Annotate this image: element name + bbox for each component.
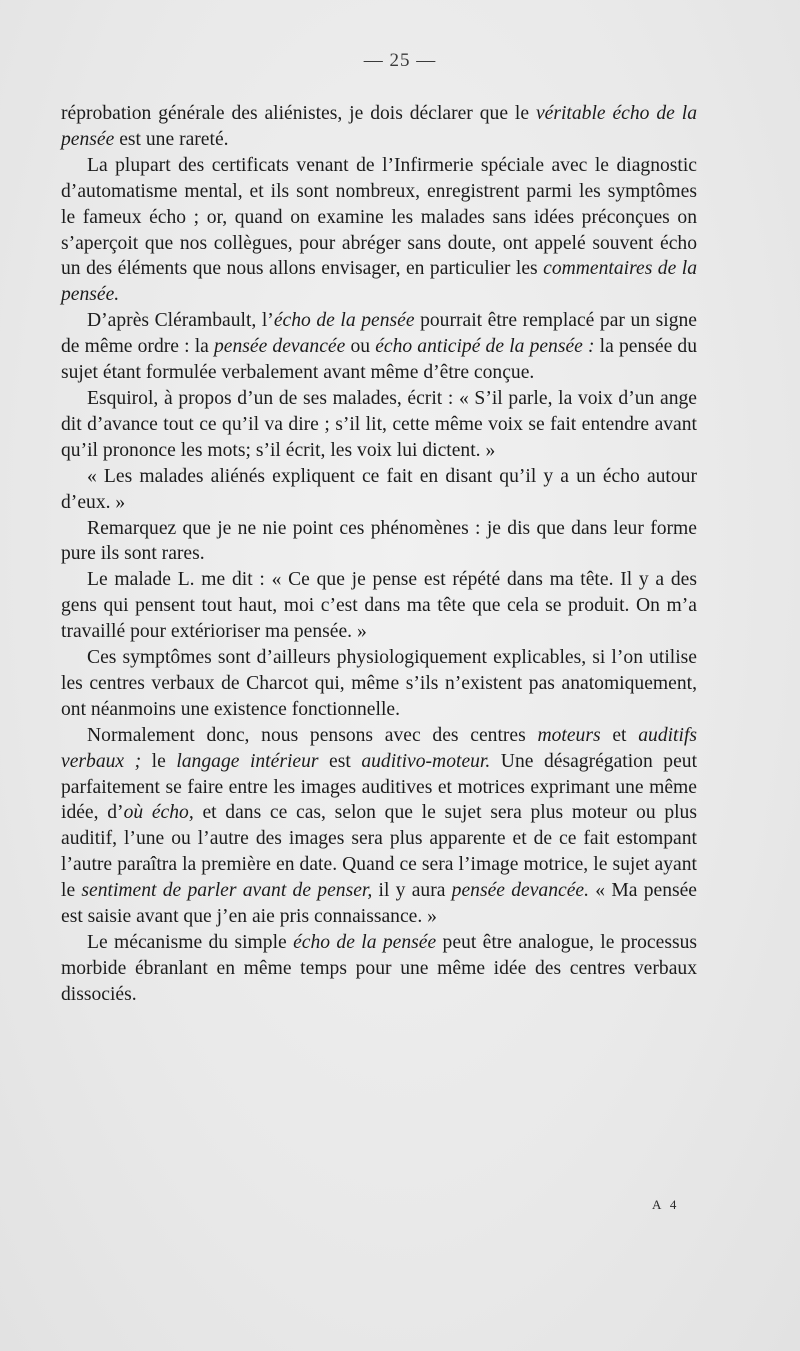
paragraph bbox=[61, 386, 697, 464]
text-run: Normalement donc, nous pensons avec des centres bbox=[87, 724, 538, 746]
text-run: D’après Clérambault, l’ bbox=[87, 310, 274, 332]
text-run: le bbox=[141, 750, 177, 772]
text-run: Le mécanisme du simple bbox=[87, 932, 294, 953]
text-run: est bbox=[318, 750, 362, 772]
text-run: pourrait être remplacé par un signe de même ordre : la bbox=[61, 310, 697, 358]
italic-text: sentiment de parler avant de penser, bbox=[81, 880, 373, 902]
italic-text: moteurs bbox=[537, 724, 601, 746]
paragraph bbox=[61, 153, 697, 308]
text-run: Le malade L. me dit : « Ce que je pense est répété dans ma tête. Il y a des gens qui pensent tout haut, moi c’est dans ma tête que cela se produit. On m’a travaillé pour extérioriser ma pensée. » bbox=[61, 569, 697, 643]
text-run: ou bbox=[345, 336, 376, 358]
body-text bbox=[61, 101, 697, 1008]
paragraph bbox=[61, 645, 697, 723]
text-run: et dans ce cas, selon que le sujet sera plus moteur ou plus auditif, l’une ou l’autre des images sera plus apparente et de ce fait estompant l’autre paraîtra la première en date. Quand ce sera l’image motrice, le sujet ayant le bbox=[61, 802, 697, 902]
paragraph bbox=[61, 516, 697, 568]
text-run: « Les malades aliénés expliquent ce fait en disant qu’il y a un écho autour d’eux. » bbox=[61, 465, 697, 513]
printer-signature-mark: A 4 bbox=[652, 1197, 680, 1212]
paragraph bbox=[61, 567, 697, 645]
italic-text: commentaires de la pensée. bbox=[61, 258, 697, 306]
italic-text: langage intérieur bbox=[176, 750, 319, 772]
text-run: et bbox=[600, 724, 639, 746]
text-run: peut être analogue, le processus morbide ébranlant en même temps pour une même idée des centres verbaux dissociés. bbox=[61, 932, 697, 1005]
paragraph bbox=[61, 464, 697, 516]
paragraph bbox=[61, 101, 697, 153]
italic-text: pensée devancée. bbox=[451, 880, 590, 902]
italic-text: écho de la pensée bbox=[273, 310, 415, 332]
italic-text: véritable écho de la pensée bbox=[61, 103, 697, 150]
text-run: Remarquez que je ne nie point ces phénomènes : je dis que dans leur forme pure ils sont rares. bbox=[61, 517, 697, 565]
italic-text: écho de la pensée bbox=[293, 932, 437, 953]
italic-text: où écho, bbox=[123, 802, 194, 824]
text-run: est une rareté. bbox=[114, 128, 229, 150]
text-run: il y aura bbox=[372, 880, 452, 902]
text-run: Une désagrégation peut parfaitement se faire entre les images auditives et motrices exprimant une même idée, d’ bbox=[61, 750, 698, 824]
text-run: réprobation générale des aliénistes, je dois déclarer que le bbox=[61, 103, 536, 124]
paragraph bbox=[61, 930, 697, 1008]
italic-text: écho anticipé de la pensée : bbox=[375, 336, 595, 358]
italic-text: pensée devancée bbox=[213, 336, 346, 358]
italic-text: auditifs verbaux ; bbox=[61, 724, 698, 772]
page-number: — 25 — bbox=[363, 50, 437, 71]
text-run: Ces symptômes sont d’ailleurs physiologiquement explicables, si l’on utilise les centres verbaux de Charcot qui, même s’ils n’existent pas anatomiquement, ont néanmoins une existence fonctionnelle. bbox=[61, 647, 697, 720]
text-run: Esquirol, à propos d’un de ses malades, écrit : « S’il parle, la voix d’un ange dit d’avance tout ce qu’il va dire ; s’il lit, cette même voix se fait entendre avant qu’il prononce les mots; s’il écrit, les voix lui dictent. » bbox=[61, 387, 697, 461]
text-run: « Ma pensée est saisie avant que j’en aie pris connaissance. » bbox=[61, 880, 698, 928]
italic-text: auditivo-moteur. bbox=[361, 750, 491, 772]
text-run: la pensée du sujet étant formulée verbalement avant même d’être conçue. bbox=[61, 336, 697, 384]
text-run: La plupart des certificats venant de l’Infirmerie spéciale avec le diagnostic d’automatisme mental, et ils sont nombreux, enregistrent parmi les symptômes le fameux écho ; or, quand on examine les malades sans idées préconçues on s’aperçoit que nos collègues, pour abréger sans doute, ont appelé souvent écho un des éléments que nous allons envisager, en particulier les bbox=[61, 154, 697, 280]
paragraph bbox=[61, 308, 697, 386]
paragraph bbox=[61, 723, 697, 930]
